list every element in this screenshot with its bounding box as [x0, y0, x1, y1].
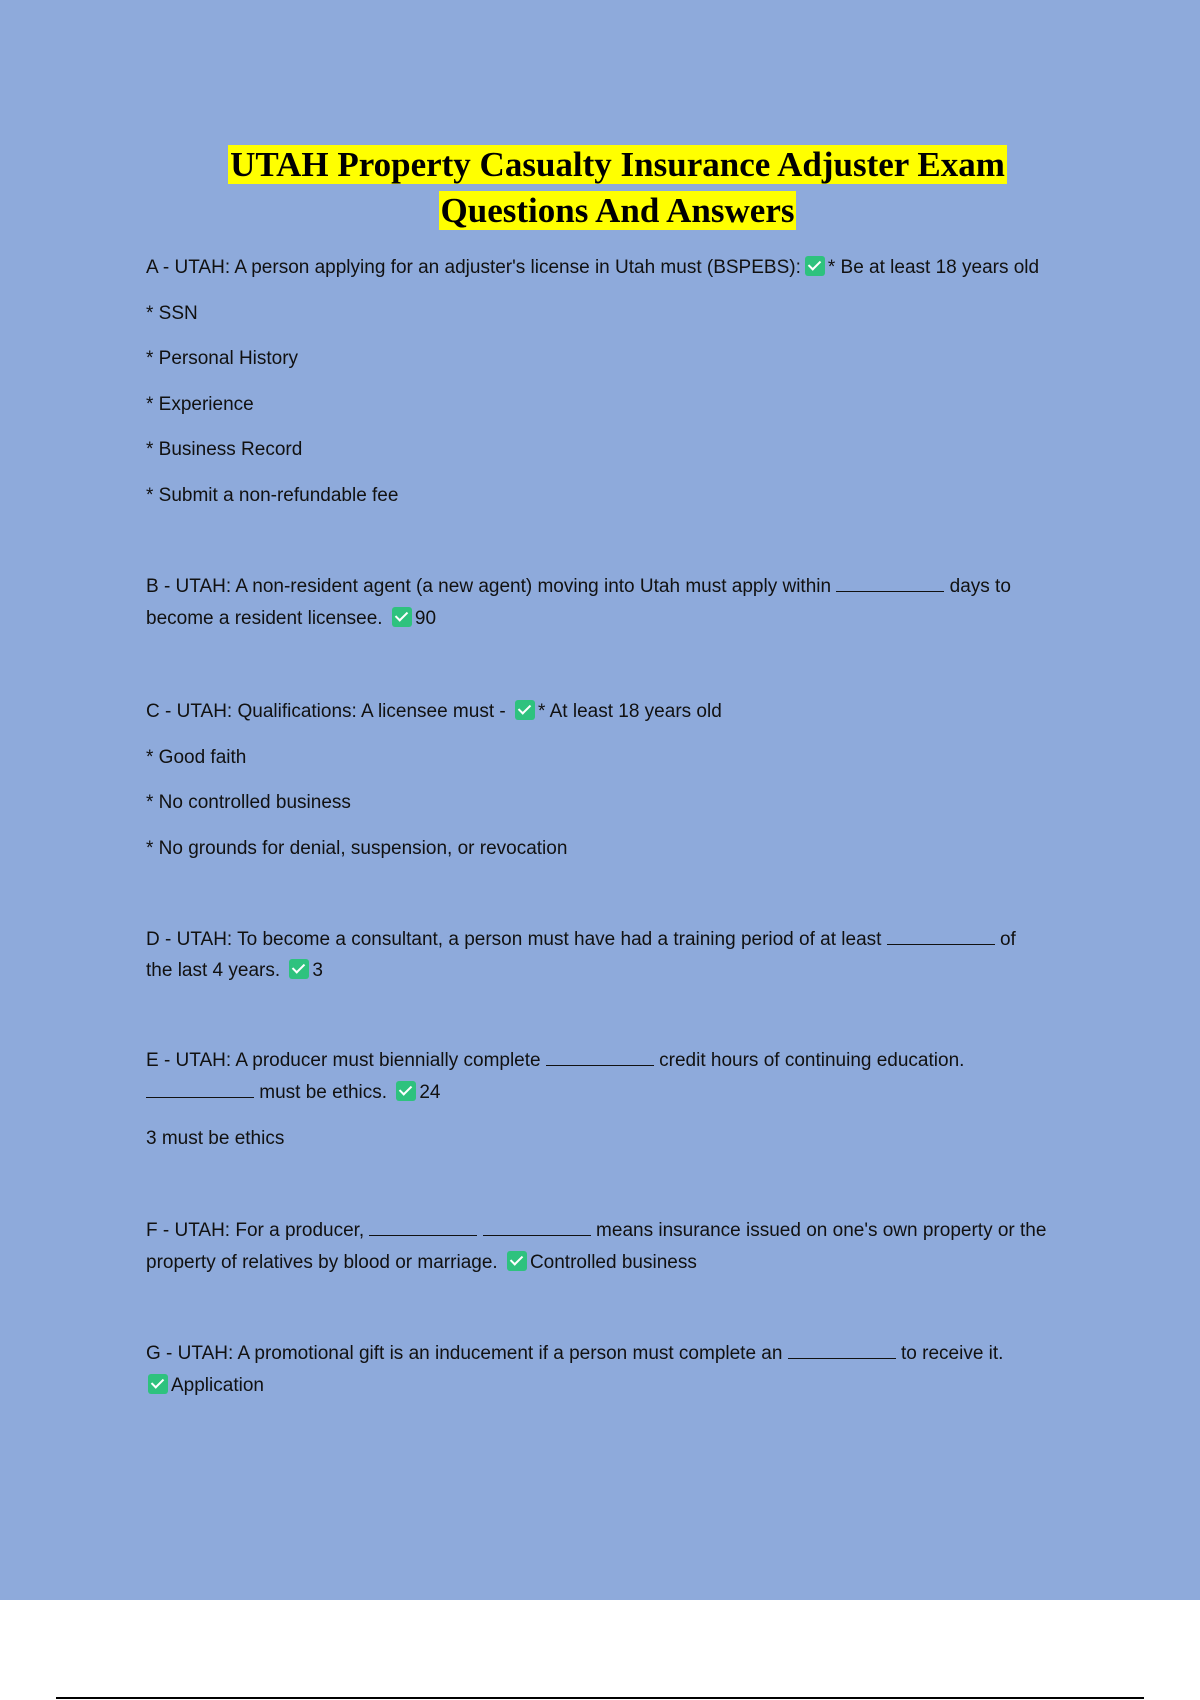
- question-b-text-3: become a resident licensee.: [146, 608, 383, 629]
- question-a-item: * Business Record: [146, 439, 303, 460]
- document-title: [0, 142, 1200, 234]
- answer-blank: [836, 573, 944, 592]
- answer-blank: [788, 1340, 896, 1359]
- question-d-text-3: the last 4 years.: [146, 960, 281, 981]
- question-e-text-1: E - UTAH: A producer must biennially complete: [146, 1050, 541, 1071]
- question-b-line-2: [146, 603, 436, 635]
- question-d-line-2: [146, 955, 323, 987]
- check-mark-icon: [507, 1251, 527, 1271]
- question-f-line-2: [146, 1247, 697, 1279]
- question-a: [146, 252, 1039, 284]
- title-line-1: UTAH Property Casualty Insurance Adjuster Exam: [230, 145, 1005, 184]
- answer-blank: [146, 1079, 254, 1098]
- question-c: [146, 696, 722, 728]
- question-d-text-2: of: [999, 929, 1016, 950]
- question-e-item: 3 must be ethics: [146, 1128, 285, 1149]
- question-e: [146, 1045, 964, 1077]
- question-g-answer: Application: [171, 1375, 264, 1396]
- question-e-answer: 24: [419, 1082, 441, 1103]
- question-a-answer: * Be at least 18 years old: [827, 257, 1040, 278]
- question-f-text-2: means insurance issued on one's own property or the: [596, 1220, 1047, 1241]
- check-mark-icon: [392, 607, 412, 627]
- question-b-text-1: B - UTAH: A non-resident agent (a new agent) moving into Utah must apply within: [146, 576, 832, 597]
- question-c-item: * No grounds for denial, suspension, or revocation: [146, 838, 568, 859]
- check-mark-icon: [396, 1081, 416, 1101]
- question-f-answer: Controlled business: [529, 1252, 697, 1273]
- check-mark-icon: [289, 959, 309, 979]
- question-f-text-1: F - UTAH: For a producer,: [146, 1220, 365, 1241]
- question-c-text: C - UTAH: Qualifications: A licensee must -: [146, 701, 506, 722]
- question-g-line-2: [146, 1370, 264, 1402]
- question-b: [146, 571, 1011, 603]
- question-c-item: * Good faith: [146, 747, 247, 768]
- question-f: [146, 1215, 1046, 1247]
- footer-divider: [56, 1697, 1144, 1699]
- question-c-answer: * At least 18 years old: [538, 701, 722, 722]
- check-mark-icon: [805, 256, 825, 276]
- question-a-item: * Personal History: [146, 348, 299, 369]
- answer-blank: [887, 926, 995, 945]
- question-d: [146, 924, 1016, 956]
- question-a-item: * SSN: [146, 303, 198, 324]
- question-f-text-3: property of relatives by blood or marriage.: [146, 1252, 498, 1273]
- question-a-item: * Experience: [146, 394, 254, 415]
- question-g-text-2: to receive it.: [901, 1343, 1004, 1364]
- question-a-text: A - UTAH: A person applying for an adjuster's license in Utah must (BSPEBS):: [146, 257, 801, 278]
- question-a-item: * Submit a non-refundable fee: [146, 485, 399, 506]
- answer-blank: [483, 1217, 591, 1236]
- answer-blank: [546, 1047, 654, 1066]
- check-mark-icon: [148, 1374, 168, 1394]
- question-g-text-1: G - UTAH: A promotional gift is an inducement if a person must complete an: [146, 1343, 783, 1364]
- question-e-text-2: credit hours of continuing education.: [659, 1050, 965, 1071]
- question-e-line-2: [146, 1077, 440, 1109]
- question-d-answer: 3: [312, 960, 323, 981]
- question-b-answer: 90: [414, 608, 437, 629]
- answer-blank: [369, 1217, 477, 1236]
- question-b-text-2: days to: [949, 576, 1011, 597]
- title-line-2: Questions And Answers: [440, 191, 795, 230]
- question-e-text-3: must be ethics.: [259, 1082, 388, 1103]
- question-c-item: * No controlled business: [146, 792, 351, 813]
- question-g: [146, 1338, 1003, 1370]
- check-mark-icon: [515, 700, 535, 720]
- question-d-text-1: D - UTAH: To become a consultant, a person must have had a training period of at least: [146, 929, 882, 950]
